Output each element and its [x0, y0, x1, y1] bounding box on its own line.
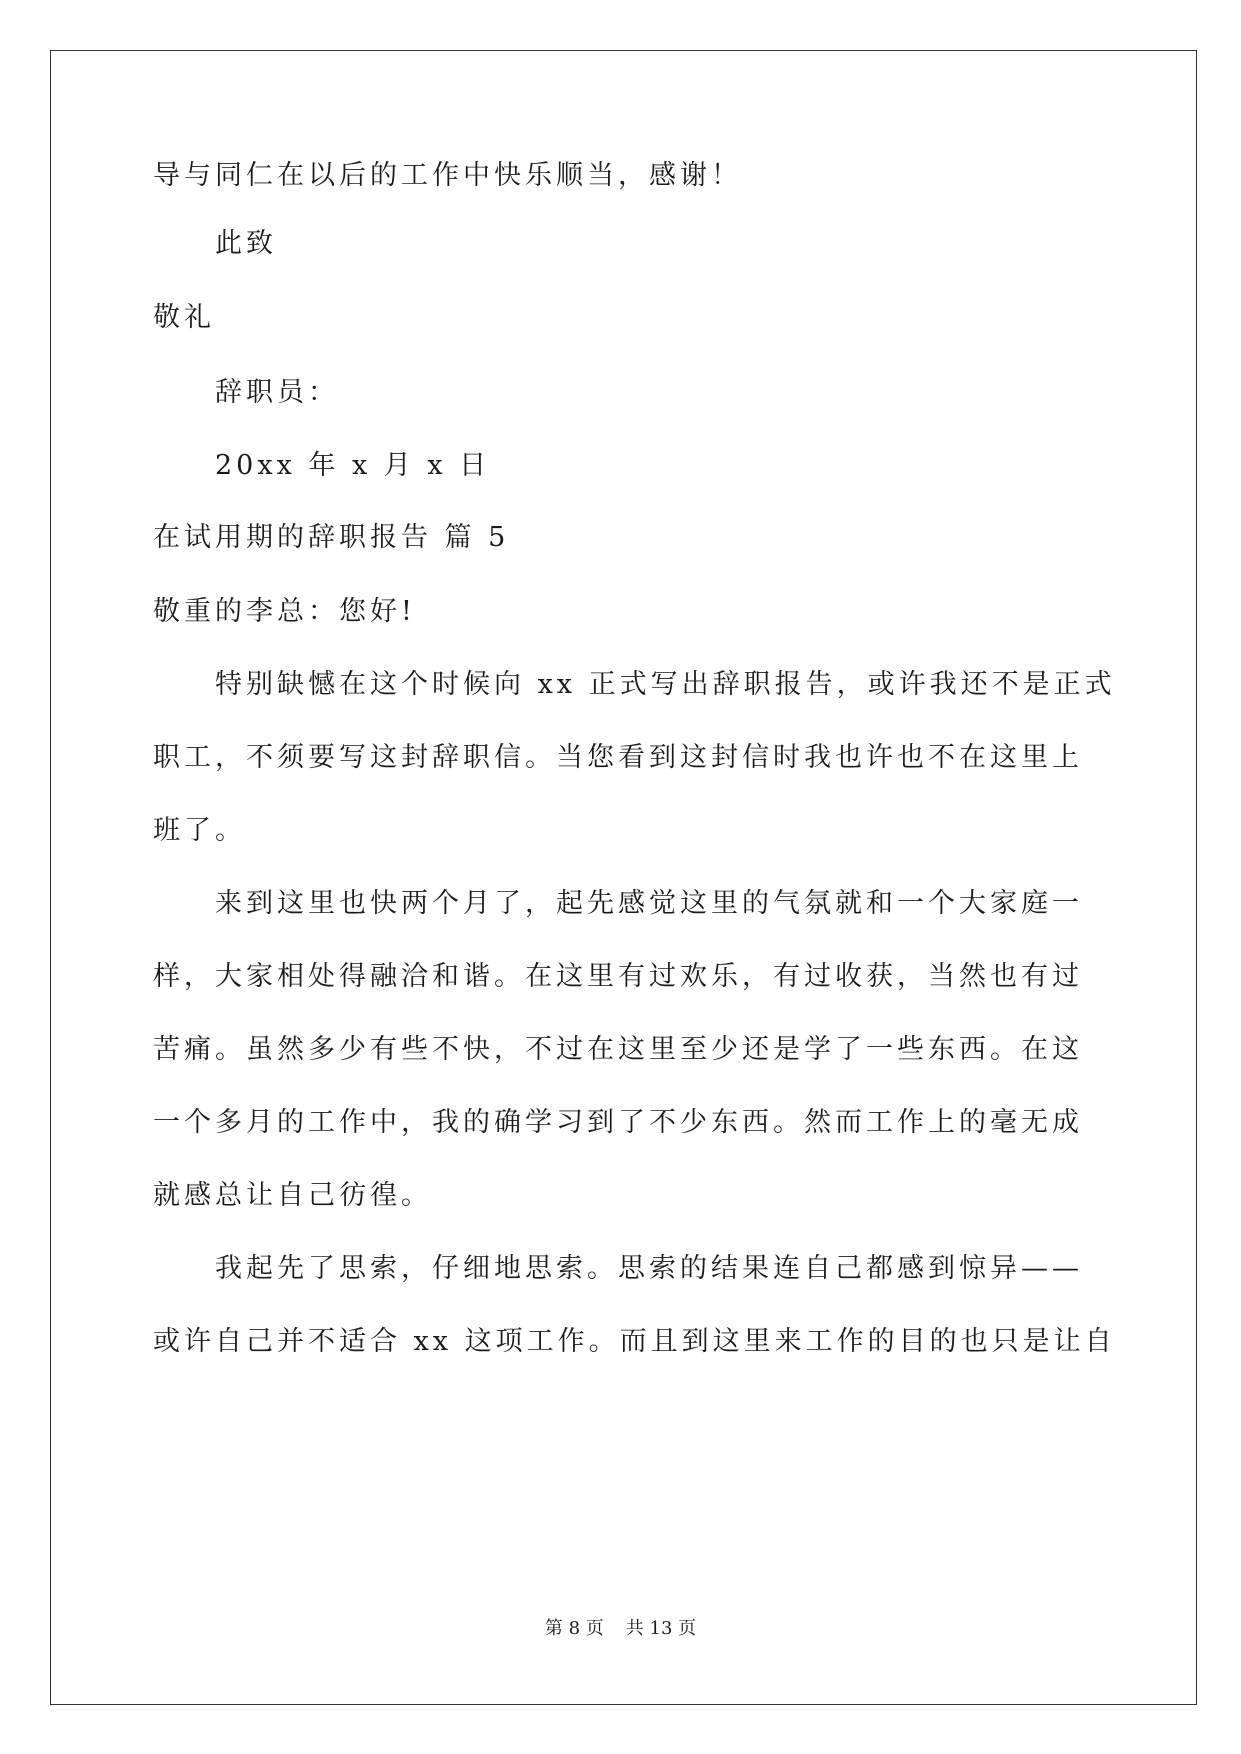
paragraph-line: 来到这里也快两个月了，起先感觉这里的气氛就和一个大家庭一 — [215, 888, 1083, 919]
greeting-line: 敬重的李总：您好! — [153, 596, 416, 627]
paragraph-line: 样，大家相处得融洽和谐。在这里有过欢乐，有过收获，当然也有过 — [153, 961, 1083, 992]
paragraph-line: 班了。 — [153, 815, 246, 846]
closing-salutation: 此致 — [215, 228, 277, 259]
date-line: 20xx 年 x 月 x 日 — [215, 450, 491, 481]
closing-respect: 敬礼 — [153, 302, 215, 333]
paragraph-line: 苦痛。虽然多少有些不快，不过在这里至少还是学了一些东西。在这 — [153, 1034, 1083, 1065]
paragraph-line: 特别缺憾在这个时候向 xx 正式写出辞职报告，或许我还不是正式 — [215, 669, 1116, 700]
paragraph-line: 我起先了思索，仔细地思索。思索的结果连自己都感到惊异—— — [215, 1253, 1083, 1284]
page-footer — [0, 1617, 1241, 1641]
signature-label: 辞职员： — [215, 377, 339, 408]
section-heading: 在试用期的辞职报告 篇 5 — [153, 522, 510, 553]
page-number: 第 8 页 — [544, 1618, 604, 1639]
text-line: 导与同仁在以后的工作中快乐顺当，感谢！ — [153, 160, 742, 191]
paragraph-line: 就感总让自己彷徨。 — [153, 1180, 432, 1211]
page-total: 共 13 页 — [625, 1618, 697, 1639]
paragraph-line: 一个多月的工作中，我的确学习到了不少东西。然而工作上的毫无成 — [153, 1107, 1083, 1138]
paragraph-line: 职工，不须要写这封辞职信。当您看到这封信时我也许也不在这里上 — [153, 742, 1083, 773]
page-border — [50, 50, 1197, 1705]
paragraph-line: 或许自己并不适合 xx 这项工作。而且到这里来工作的目的也只是让自 — [153, 1326, 1116, 1357]
